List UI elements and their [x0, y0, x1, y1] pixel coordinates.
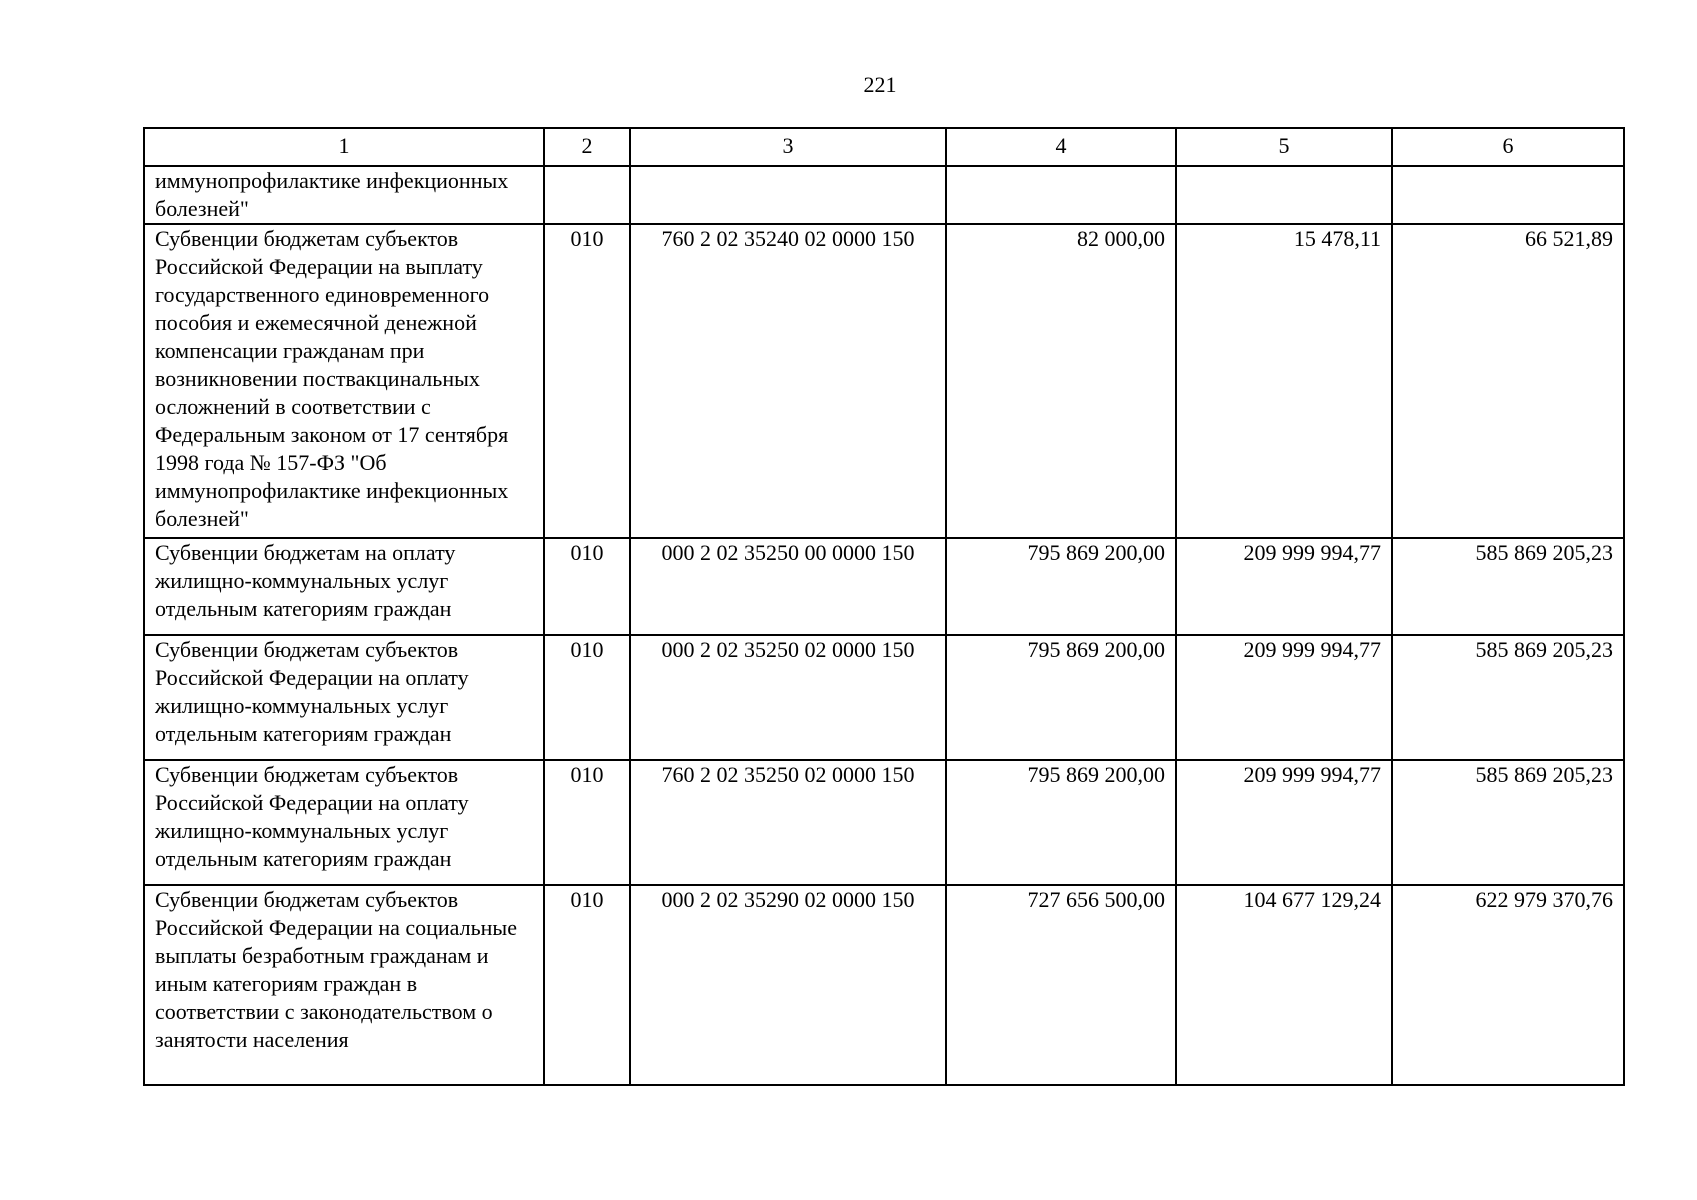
approved-cell: 795 869 200,00 [946, 538, 1176, 635]
description-cell: иммунопрофилактике инфекционных болезней" [144, 166, 544, 224]
approved-cell [946, 166, 1176, 224]
page-number: 221 [863, 72, 897, 97]
budget-code-cell [630, 166, 946, 224]
table-row [144, 635, 1624, 760]
column-header: 4 [946, 128, 1176, 166]
executed-cell [1176, 166, 1392, 224]
column-header: 1 [144, 128, 544, 166]
budget-code-cell: 000 2 02 35290 02 0000 150 [630, 885, 946, 1085]
description-cell: Субвенции бюджетам на оплату жилищно-коммунальных услуг отдельным категориям граждан [144, 538, 544, 635]
table-row [144, 224, 1624, 538]
budget-code-cell: 000 2 02 35250 00 0000 150 [630, 538, 946, 635]
column-header: 5 [1176, 128, 1392, 166]
description-cell: Субвенции бюджетам субъектов Российской Федерации на оплату жилищно-коммунальных услуг отдельным категориям граждан [144, 760, 544, 885]
description-cell: Субвенции бюджетам субъектов Российской Федерации на выплату государственного единовременного пособия и ежемесячной денежной компенсации гражданам при возникновении поствакцинальных осложнений в соответствии с Федеральным законом от 17 сентября 1998 года № 157-ФЗ "Об иммунопрофилактике инфекционных болезней" [144, 224, 544, 538]
admin-code-cell [544, 166, 630, 224]
budget-code-cell: 000 2 02 35250 02 0000 150 [630, 635, 946, 760]
budget-table [143, 127, 1625, 1086]
approved-cell: 727 656 500,00 [946, 885, 1176, 1085]
executed-cell: 209 999 994,77 [1176, 635, 1392, 760]
executed-cell: 209 999 994,77 [1176, 538, 1392, 635]
description-cell: Субвенции бюджетам субъектов Российской Федерации на оплату жилищно-коммунальных услуг отдельным категориям граждан [144, 635, 544, 760]
admin-code-cell: 010 [544, 224, 630, 538]
remainder-cell: 622 979 370,76 [1392, 885, 1624, 1085]
admin-code-cell: 010 [544, 760, 630, 885]
table-row [144, 885, 1624, 1085]
budget-code-cell: 760 2 02 35240 02 0000 150 [630, 224, 946, 538]
admin-code-cell: 010 [544, 635, 630, 760]
table-row [144, 760, 1624, 885]
approved-cell: 82 000,00 [946, 224, 1176, 538]
executed-cell: 209 999 994,77 [1176, 760, 1392, 885]
header-row [144, 128, 1624, 166]
description-cell: Субвенции бюджетам субъектов Российской Федерации на социальные выплаты безработным гражданам и иным категориям граждан в соответствии с законодательством о занятости населения [144, 885, 544, 1085]
column-header: 3 [630, 128, 946, 166]
approved-cell: 795 869 200,00 [946, 760, 1176, 885]
remainder-cell: 585 869 205,23 [1392, 635, 1624, 760]
admin-code-cell: 010 [544, 538, 630, 635]
remainder-cell [1392, 166, 1624, 224]
executed-cell: 15 478,11 [1176, 224, 1392, 538]
table-row [144, 538, 1624, 635]
remainder-cell: 585 869 205,23 [1392, 538, 1624, 635]
approved-cell: 795 869 200,00 [946, 635, 1176, 760]
remainder-cell: 66 521,89 [1392, 224, 1624, 538]
budget-code-cell: 760 2 02 35250 02 0000 150 [630, 760, 946, 885]
table-row [144, 166, 1624, 224]
remainder-cell: 585 869 205,23 [1392, 760, 1624, 885]
column-header: 6 [1392, 128, 1624, 166]
admin-code-cell: 010 [544, 885, 630, 1085]
column-header: 2 [544, 128, 630, 166]
executed-cell: 104 677 129,24 [1176, 885, 1392, 1085]
